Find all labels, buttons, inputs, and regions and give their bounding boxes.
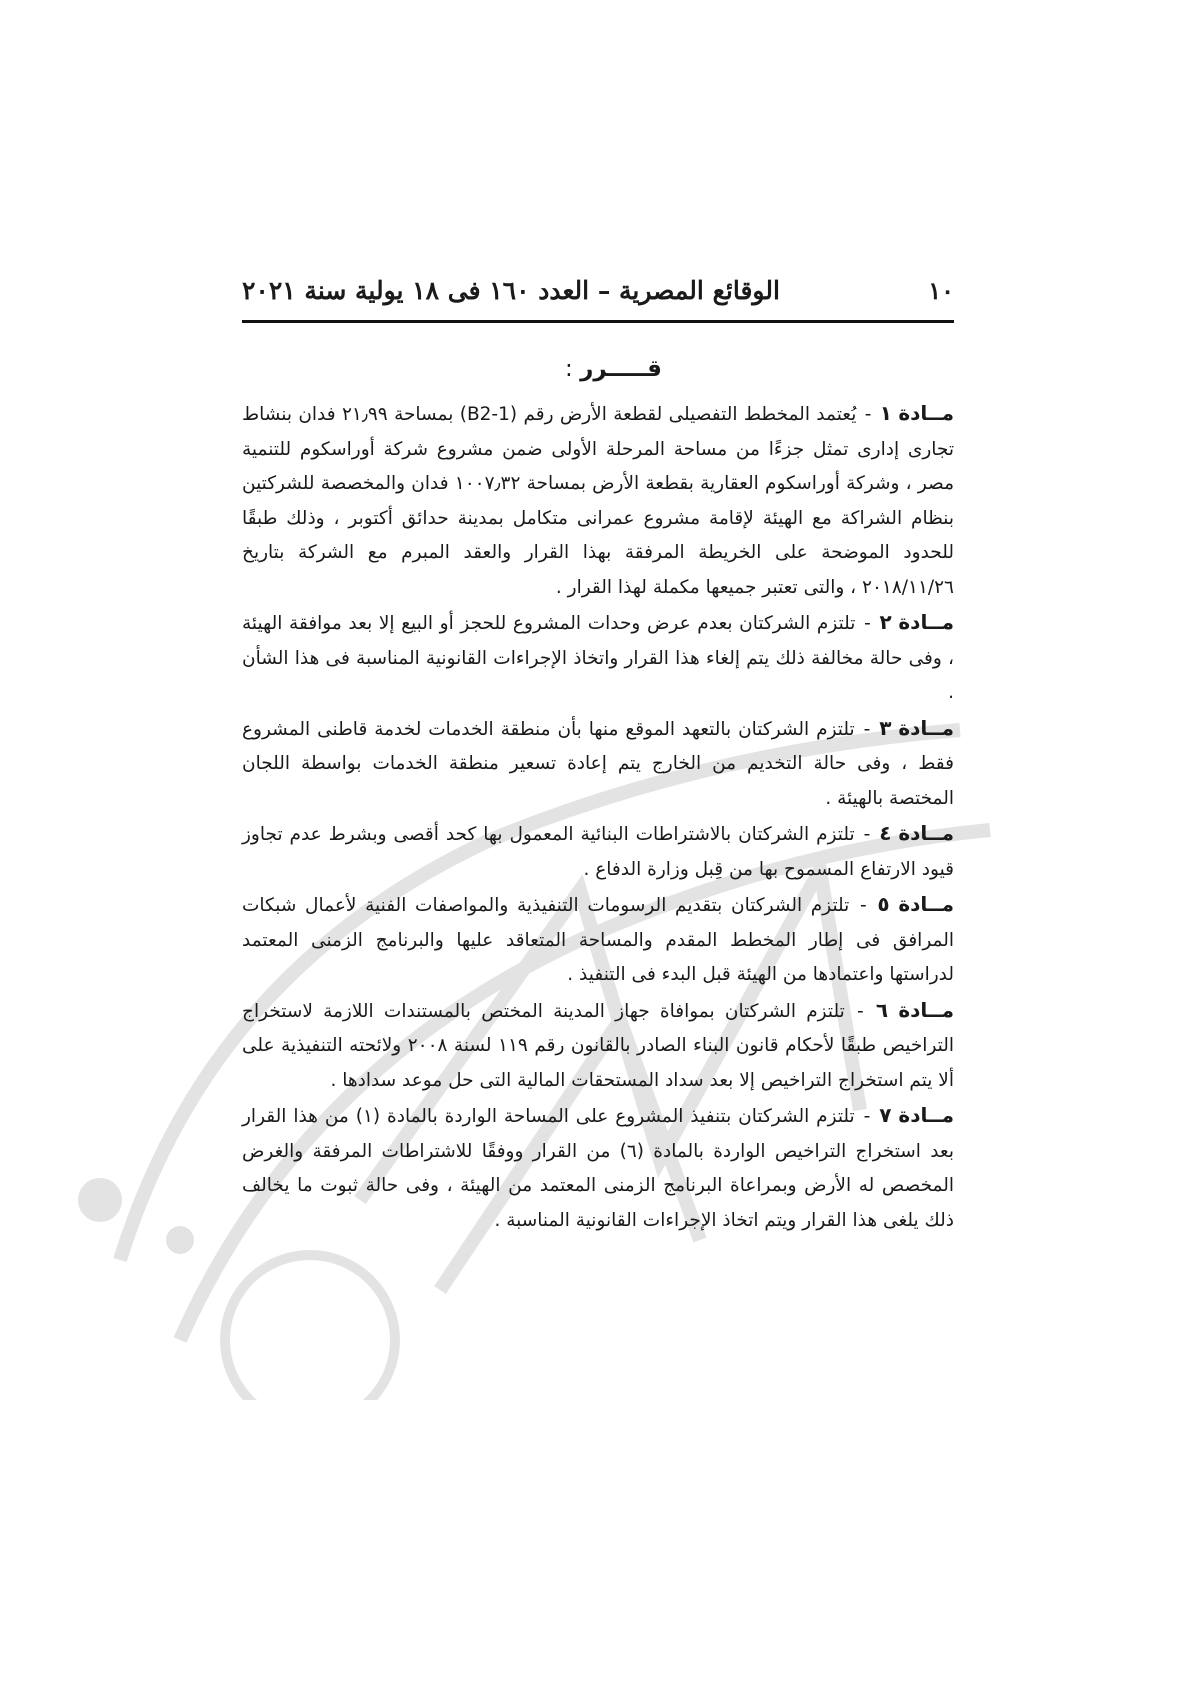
article-text: تلتزم الشركتان بتقديم الرسومات التنفيذية والمواصفات الفنية لأعمال شبكات المرافق فى إطار المخطط المقدم والمساحة المتعاقد عليها والبرنامج الزمنى المعتمد لدراستها واعتمادها من الهيئة قبل البدء فى التنفيذ . <box>242 895 954 985</box>
article-text: يُعتمد المخطط التفصيلى لقطعة الأرض رقم (B2-1) بمساحة ٢١٫٩٩ فدان بنشاط تجارى إدارى تمثل جزءًا من مساحة المرحلة الأولى ضمن مشروع شركة أوراسكوم للتنمية مصر ، وشركة أوراسكوم العقارية بقطعة الأرض بمساحة ١٠٠٧٫٣٢ فدان والمخصصة للشركتين بنظام الشراكة مع الهيئة لإقامة مشروع عمرانى متكامل بمدينة حدائق أكتوبر ، وذلك طبقًا للحدود الموضحة على الخريطة المرفقة بهذا القرار والعقد المبرم مع الشركة بتاريخ ٢٠١٨/١١/٢٦ ، والتى تعتبر جميعها مكملة لهذا القرار . <box>242 404 954 598</box>
article-number: ١ <box>879 401 892 425</box>
article-5: مــادة ٥ - تلتزم الشركتان بتقديم الرسومات التنفيذية والمواصفات الفنية لأعمال شبكات المرافق فى إطار المخطط المقدم والمساحة المتعاقد عليها والبرنامج الزمنى المعتمد لدراستها واعتمادها من الهيئة قبل البدء فى التنفيذ . <box>242 892 954 985</box>
article-text: تلتزم الشركتان بتنفيذ المشروع على المساحة الواردة بالمادة (١) من هذا القرار بعد استخراج التراخيص الواردة بالمادة (٦) من القرار ووفقًا للاشتراطات المرفقة والغرض المخصص له الأرض وبمراعاة البرنامج الزمنى المعتمد من الهيئة ، وفى حالة ثبوت ما يخالف ذلك يلغى هذا القرار ويتم اتخاذ الإجراءات القانونية المناسبة . <box>242 1106 954 1231</box>
article-number: ٤ <box>879 821 892 845</box>
article-number: ٣ <box>879 715 892 740</box>
article-label: مــادة <box>898 1103 955 1127</box>
decision-body <box>242 396 954 1238</box>
article-label: مــادة <box>898 997 954 1022</box>
page-header <box>242 272 954 312</box>
article-number: ٦ <box>875 997 889 1022</box>
article-label: مــادة <box>898 715 954 740</box>
watermark-dot <box>78 1178 122 1222</box>
article-2: مــادة ٢ - تلتزم الشركتان بعدم عرض وحدات المشروع للحجز أو البيع إلا بعد موافقة الهيئة ، وفى حالة مخالفة ذلك يتم إلغاء هذا القرار واتخاذ الإجراءات القانونية المناسبة فى هذا الشأن . <box>242 610 955 703</box>
article-text: تلتزم الشركتان بعدم عرض وحدات المشروع للحجز أو البيع إلا بعد موافقة الهيئة ، وفى حالة مخالفة ذلك يتم إلغاء هذا القرار واتخاذ الإجراءات القانونية المناسبة فى هذا الشأن . <box>242 613 954 703</box>
article-label: مــادة <box>898 821 954 845</box>
article-3: مــادة ٣ - تلتزم الشركتان بالتعهد الموقع منها بأن منطقة الخدمات لخدمة قاطنى المشروع فقط ، وفى حالة التخديم من الخارج يتم إعادة تسعير منطقة الخدمات بواسطة اللجان المختصة بالهيئة . <box>242 715 954 809</box>
decision-heading-word: قـــــرر <box>580 356 662 382</box>
article-number: ٢ <box>879 610 892 634</box>
decision-heading <box>242 356 662 382</box>
article-number: ٧ <box>879 1103 892 1127</box>
article-6: مــادة ٦ - تلتزم الشركتان بموافاة جهاز المدينة المختص بالمستندات اللازمة لاستخراج التراخيص طبقًا لأحكام قانون البناء الصادر بالقانون رقم ١١٩ لسنة ٢٠٠٨ ولائحته التنفيذية على ألا يتم استخراج التراخيص إلا بعد سداد المستحقات المالية التى حل موعد سدادها . <box>242 997 955 1091</box>
article-label: مــادة <box>898 401 954 425</box>
article-1: مــادة ١ - يُعتمد المخطط التفصيلى لقطعة الأرض رقم (B2-1) بمساحة ٢١٫٩٩ فدان بنشاط تجارى إدارى تمثل جزءًا من مساحة المرحلة الأولى ضمن مشروع شركة أوراسكوم للتنمية مصر ، وشركة أوراسكوم العقارية بقطعة الأرض بمساحة ١٠٠٧٫٣٢ فدان والمخصصة للشركتين بنظام الشراكة مع الهيئة لإقامة مشروع عمرانى متكامل بمدينة حدائق أكتوبر ، وذلك طبقًا للحدود الموضحة على الخريطة المرفقة بهذا القرار والعقد المبرم مع الشركة بتاريخ ٢٠١٨/١١/٢٦ ، والتى تعتبر جميعها مكملة لهذا القرار . <box>242 401 954 598</box>
article-4: مــادة ٤ - تلتزم الشركتان بالاشتراطات البنائية المعمول بها كحد أقصى وبشرط عدم تجاوز قيود الارتفاع المسموح بها من قِبل وزارة الدفاع . <box>242 821 954 880</box>
watermark-dot <box>166 1226 194 1254</box>
header-divider <box>242 320 954 323</box>
article-text: تلتزم الشركتان بموافاة جهاز المدينة المختص بالمستندات اللازمة لاستخراج التراخيص طبقًا لأحكام قانون البناء الصادر بالقانون رقم ١١٩ لسنة ٢٠٠٨ ولائحته التنفيذية على ألا يتم استخراج التراخيص إلا بعد سداد المستحقات المالية التى حل موعد سدادها . <box>242 1000 955 1091</box>
article-label: مــادة <box>898 610 955 634</box>
decision-heading-colon: : <box>565 356 573 382</box>
article-text: تلتزم الشركتان بالاشتراطات البنائية المعمول بها كحد أقصى وبشرط عدم تجاوز قيود الارتفاع المسموح بها من قِبل وزارة الدفاع . <box>242 824 954 880</box>
watermark-seal-circle <box>225 1255 395 1400</box>
gazette-title: الوقائع المصرية – العدد ١٦٠ فى ١٨ يولية سنة ٢٠٢١ <box>242 276 780 305</box>
page-number: ١٠ <box>928 276 954 305</box>
article-number: ٥ <box>877 892 890 916</box>
article-7: مــادة ٧ - تلتزم الشركتان بتنفيذ المشروع على المساحة الواردة بالمادة (١) من هذا القرار بعد استخراج التراخيص الواردة بالمادة (٦) من القرار ووفقًا للاشتراطات المرفقة والغرض المخصص له الأرض وبمراعاة البرنامج الزمنى المعتمد من الهيئة ، وفى حالة ثبوت ما يخالف ذلك يلغى هذا القرار ويتم اتخاذ الإجراءات القانونية المناسبة . <box>242 1103 955 1231</box>
article-label: مــادة <box>898 892 954 916</box>
article-text: تلتزم الشركتان بالتعهد الموقع منها بأن منطقة الخدمات لخدمة قاطنى المشروع فقط ، وفى حالة التخديم من الخارج يتم إعادة تسعير منطقة الخدمات بواسطة اللجان المختصة بالهيئة . <box>242 718 954 809</box>
